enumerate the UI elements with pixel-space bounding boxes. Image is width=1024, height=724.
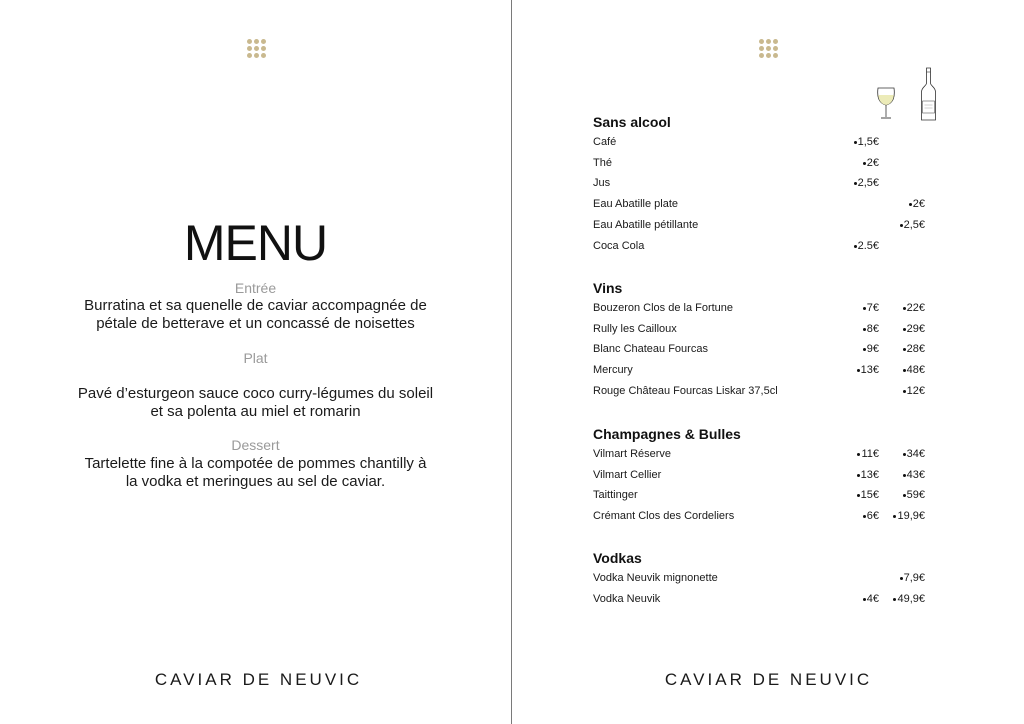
section-title: Champagnes & Bulles [593, 426, 741, 442]
price-bullet [863, 515, 866, 518]
bottle-price-value: 22€ [906, 302, 925, 314]
glass-price [863, 323, 879, 335]
bottle-price-value: 49,9€ [897, 592, 925, 605]
bottle-price [903, 323, 925, 335]
drink-name: Taittinger [593, 489, 638, 502]
entree-label: Entrée [234, 280, 277, 296]
glass-price [854, 240, 879, 252]
dots-logo-icon [759, 39, 778, 58]
entree-line-2: pétale de betterave et un concassé de noisettes [96, 315, 415, 332]
glass-price-value: 13€ [860, 364, 879, 377]
menu-title: MENU [183, 215, 328, 271]
drink-row [593, 510, 953, 526]
bottle-price [893, 593, 925, 605]
price-bullet [857, 369, 860, 372]
price-bullet [854, 245, 857, 248]
bottle-price [903, 448, 925, 460]
drink-name: Crémant Clos des Cordeliers [593, 510, 735, 523]
drink-row [593, 489, 953, 505]
plat-label: Plat [243, 350, 268, 366]
price-bullet [903, 369, 906, 372]
menu-page [0, 0, 511, 724]
drink-name: Vodka Neuvik mignonette [593, 572, 718, 584]
drink-name: Thé [593, 156, 612, 169]
bottle-price-value: 2€ [912, 198, 925, 211]
glass-price-value: 8€ [866, 322, 879, 335]
price-bullet [903, 328, 906, 331]
glass-price [863, 510, 879, 522]
glass-price-value: 4€ [866, 592, 879, 605]
glass-price-value: 2€ [866, 156, 879, 169]
glass-price-value: 2.5€ [857, 239, 879, 252]
price-bullet [903, 390, 906, 393]
drink-row [593, 469, 953, 485]
drink-row [593, 385, 953, 401]
bottle-price [903, 469, 925, 481]
bottle-price-value: 7,9€ [903, 572, 925, 584]
drink-name: Mercury [593, 364, 633, 377]
glass-price-value: 9€ [866, 343, 879, 356]
section-title: Vins [593, 280, 623, 296]
glass-price [857, 364, 879, 376]
entree-line-1: Burratina et sa quenelle de caviar accompagnée de [84, 297, 427, 314]
drink-name: Coca Cola [593, 239, 645, 252]
glass-price-value: 6€ [866, 510, 879, 523]
dots-logo-icon [247, 39, 266, 58]
drink-name: Blanc Chateau Fourcas [593, 343, 708, 356]
price-bullet [903, 474, 906, 477]
dessert-line-1: Tartelette fine à la compotée de pommes chantilly à [84, 455, 427, 472]
price-bullet [857, 453, 860, 456]
bottle-price-value: 12€ [906, 384, 925, 397]
bottle-price-value: 48€ [906, 364, 925, 377]
glass-price-value: 15€ [860, 489, 879, 502]
drink-name: Eau Abatille plate [593, 198, 679, 211]
bottle-price-value: 29€ [906, 322, 925, 335]
bottle-price [903, 302, 925, 314]
bottle-price-value: 34€ [906, 448, 925, 460]
price-bullet [863, 598, 866, 601]
bottle-price [903, 343, 925, 355]
bottle-price [900, 219, 925, 231]
drink-name: Jus [593, 177, 611, 190]
price-bullet [863, 348, 866, 351]
price-bullet [900, 577, 903, 580]
drink-row [593, 343, 953, 359]
dessert-label: Dessert [231, 437, 280, 453]
price-bullet [903, 307, 906, 310]
brand-logotype: CAVIAR DE NEUVIC [664, 670, 873, 689]
drink-name: Rully les Cailloux [593, 322, 677, 335]
drink-name: Vilmart Cellier [593, 468, 662, 481]
plat-line-1: Pavé d’esturgeon sauce coco curry-légumes du soleil [77, 385, 434, 402]
drink-name: Vilmart Réserve [593, 448, 672, 460]
section-title: Sans alcool [593, 114, 671, 130]
glass-price-value: 11€ [861, 448, 879, 460]
wine-glass-icon [875, 86, 897, 120]
bottle-price-value: 19,9€ [897, 510, 925, 523]
glass-price [863, 343, 879, 355]
drinks-page [513, 0, 1024, 724]
section-title: Vodkas [593, 550, 642, 566]
price-bullet [863, 162, 866, 165]
glass-price [857, 448, 879, 460]
glass-price-value: 1,5€ [857, 136, 879, 148]
glass-price [857, 489, 879, 501]
drink-row [593, 302, 953, 318]
glass-price [854, 177, 879, 189]
bottle-price [903, 385, 925, 397]
drink-row [593, 572, 953, 588]
glass-price [863, 593, 879, 605]
drink-row [593, 364, 953, 380]
bottle-price [903, 489, 925, 501]
drink-row [593, 198, 953, 214]
price-bullet [857, 494, 860, 497]
dessert-line-2: la vodka et meringues au sel de caviar. [125, 473, 386, 490]
glass-price [863, 302, 879, 314]
price-bullet [903, 494, 906, 497]
bottle-price-value: 43€ [906, 468, 925, 481]
drink-row [593, 323, 953, 339]
drink-name: Bouzeron Clos de la Fortune [593, 302, 734, 314]
wine-bottle-icon [920, 67, 937, 122]
drink-name: Café [593, 136, 617, 148]
bottle-price [903, 364, 925, 376]
bottle-price [909, 198, 925, 210]
price-bullet [900, 224, 903, 227]
price-bullet [863, 328, 866, 331]
drink-name: Rouge Château Fourcas Liskar 37,5cl [593, 384, 778, 397]
drink-row [593, 593, 953, 609]
price-bullet [854, 182, 857, 185]
glass-price [863, 157, 879, 169]
glass-price [854, 136, 879, 148]
bottle-price [893, 510, 925, 522]
glass-price-value: 7€ [866, 302, 879, 314]
glass-price [857, 469, 879, 481]
drink-row [593, 448, 953, 464]
bottle-price-value: 59€ [906, 489, 925, 502]
bottle-price-value: 2,5€ [903, 218, 925, 231]
plat-line-2: et sa polenta au miel et romarin [150, 403, 361, 420]
price-bullet [903, 453, 906, 456]
price-bullet [863, 307, 866, 310]
bottle-price [900, 572, 925, 584]
page-divider [511, 0, 512, 724]
price-bullet [909, 203, 912, 206]
price-bullet [857, 474, 860, 477]
drink-row [593, 157, 953, 173]
drink-row [593, 240, 953, 256]
price-bullet [854, 141, 857, 144]
price-bullet [903, 348, 906, 351]
bottle-price-value: 28€ [906, 343, 925, 356]
brand-logotype: CAVIAR DE NEUVIC [154, 670, 363, 689]
drink-row [593, 219, 953, 235]
glass-price-value: 2,5€ [857, 177, 879, 190]
drink-row [593, 177, 953, 193]
drink-name: Eau Abatille pétillante [593, 218, 699, 231]
glass-price-value: 13€ [860, 468, 879, 481]
drink-row [593, 136, 953, 152]
drink-name: Vodka Neuvik [593, 592, 661, 605]
